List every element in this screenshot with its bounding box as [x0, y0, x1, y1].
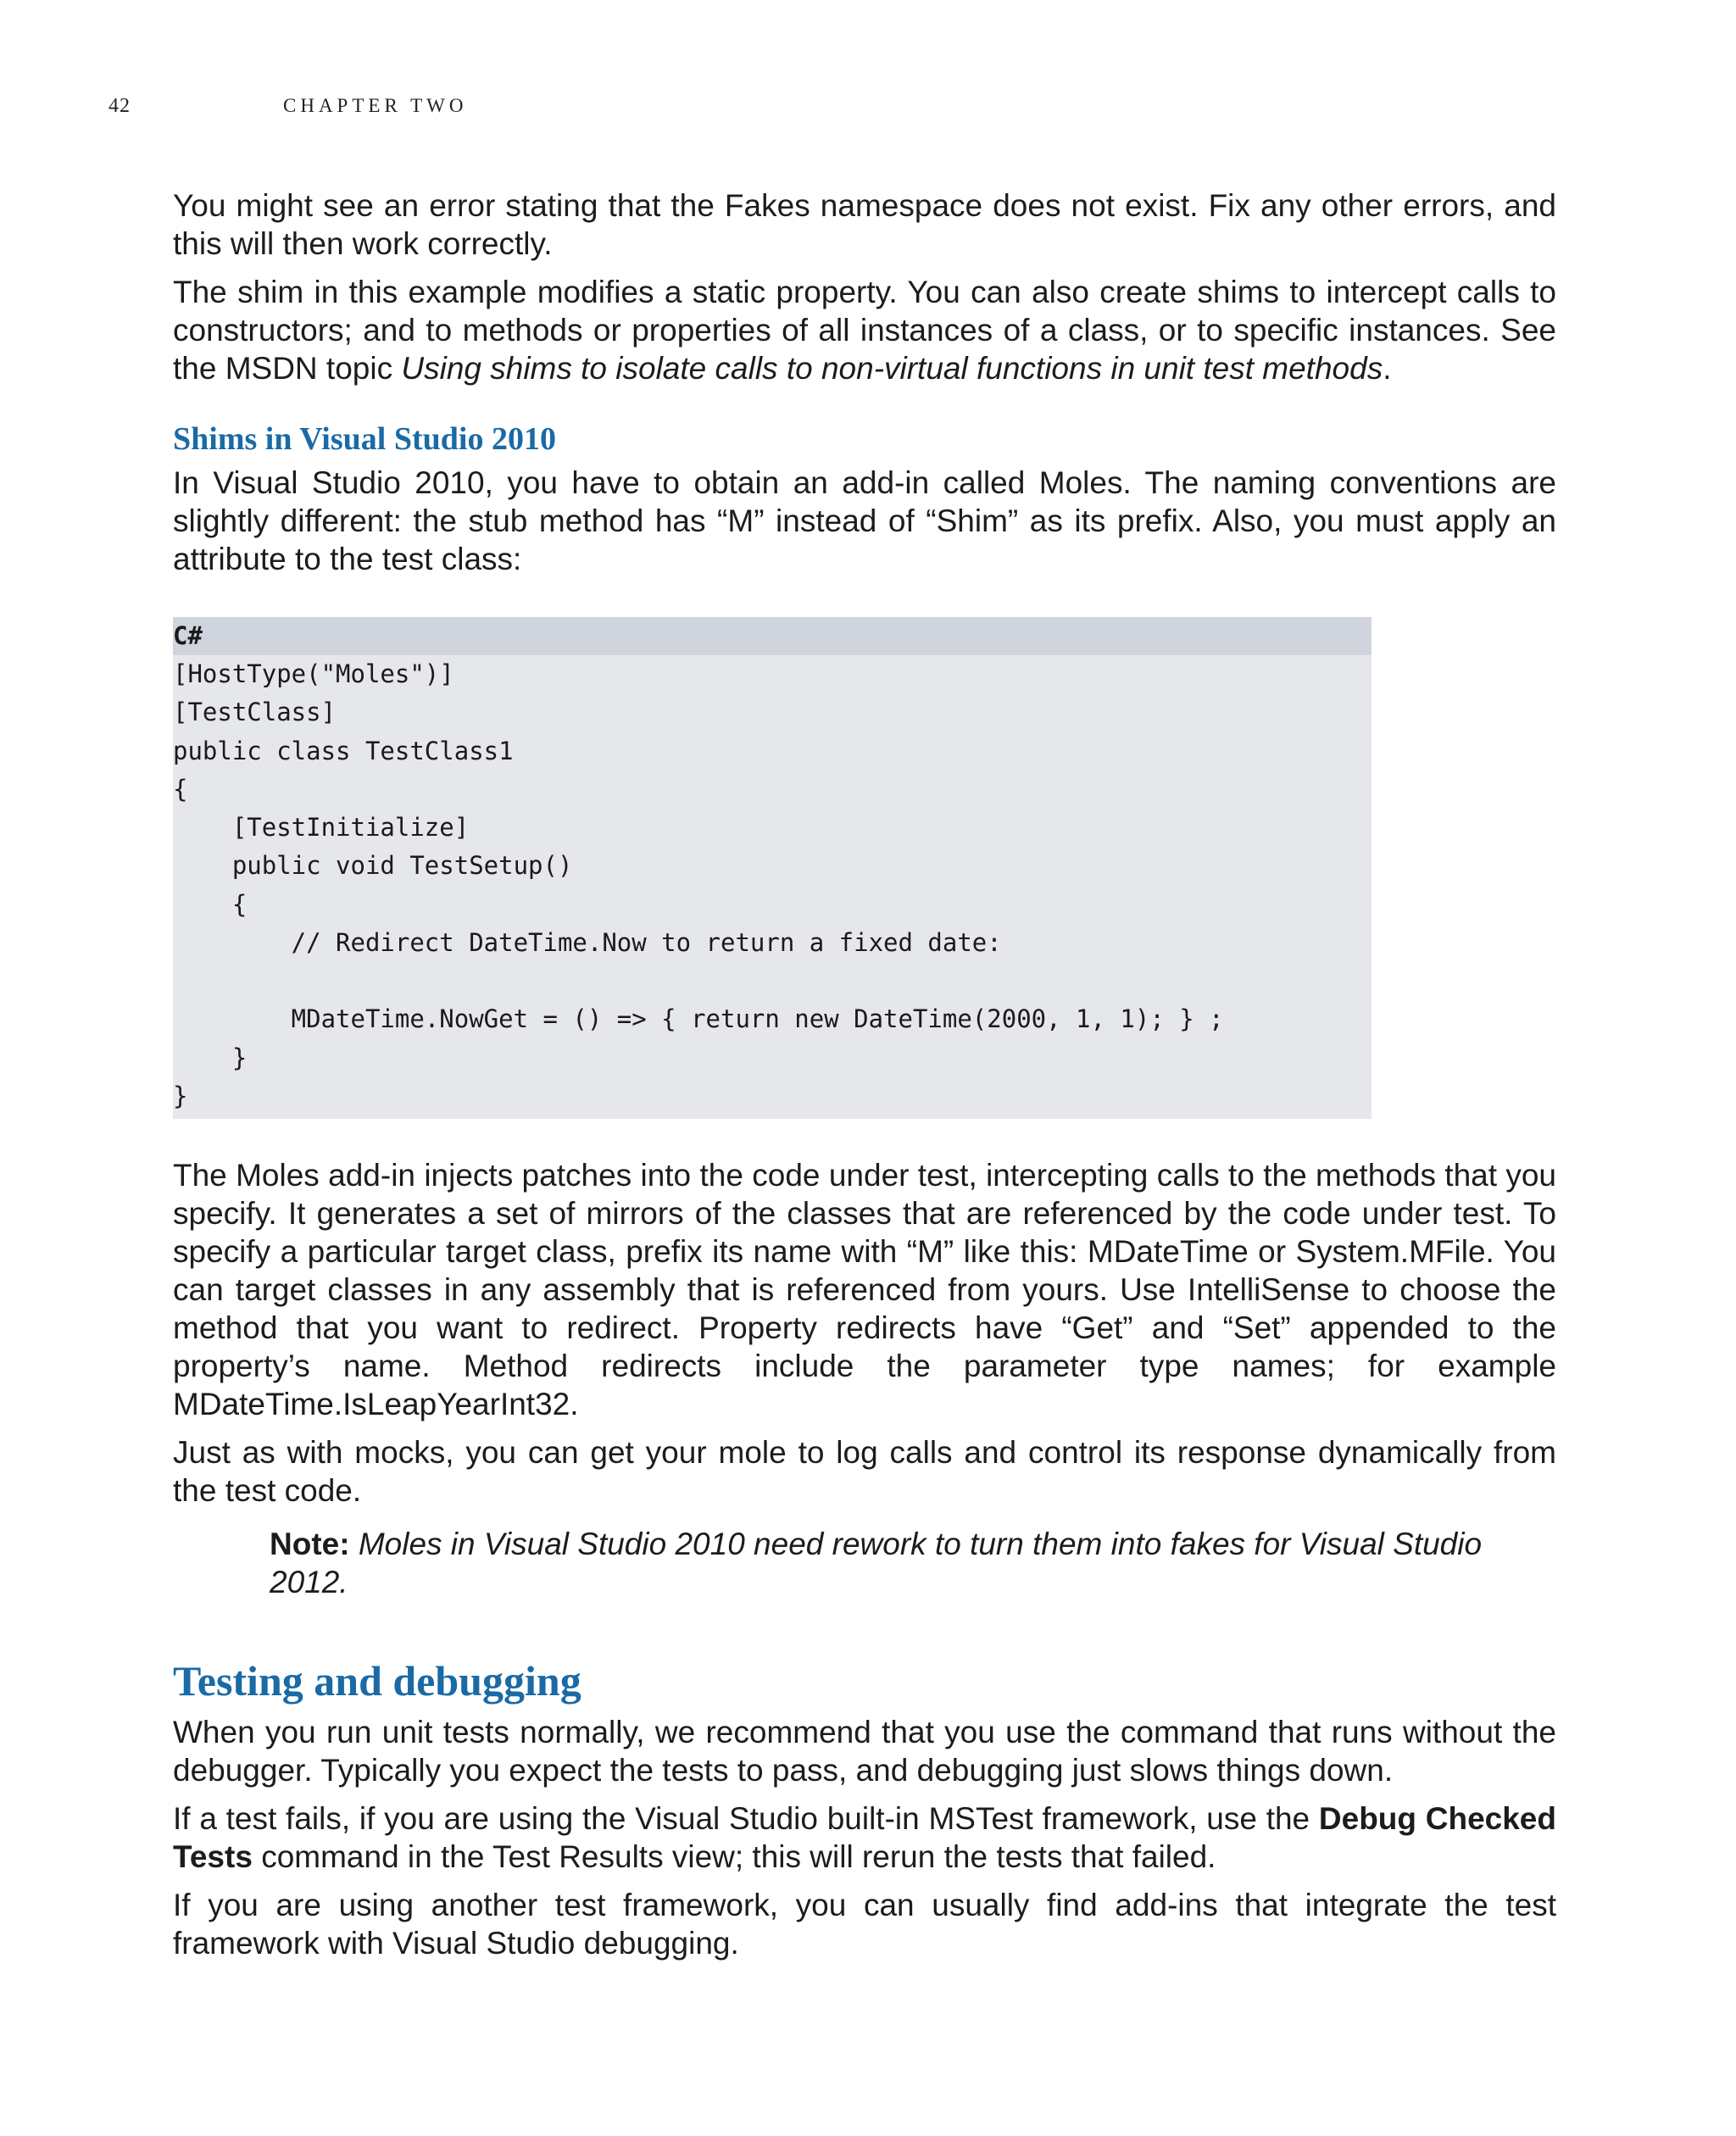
running-head: CHAPTER TWO — [283, 95, 468, 116]
code-line: } — [173, 1043, 248, 1072]
code-line: [TestClass] — [173, 698, 337, 727]
paragraph-test-fails-end: command in the Test Results view; this will rerun the tests that failed. — [252, 1839, 1216, 1875]
paragraph-other-framework: If you are using another test framework, you can usually find add-ins that integrate the test framework with Visual Studio debugging. — [173, 1888, 1556, 1961]
note-label: Note: — [270, 1527, 350, 1562]
paragraph-mole-logging: Just as with mocks, you can get your mole to log calls and control its response dynamically from the test code. — [173, 1435, 1556, 1509]
code-line: [HostType("Moles")] — [173, 659, 454, 688]
note — [270, 1525, 1556, 1601]
code-line: // Redirect DateTime.Now to return a fixed date: — [173, 928, 1002, 958]
code-line: { — [173, 889, 248, 919]
paragraph-shim-example-end: . — [1383, 351, 1392, 386]
page-number: 42 — [108, 95, 131, 117]
code-line: { — [173, 774, 188, 804]
code-line: } — [173, 1081, 188, 1110]
section-heading-shims-2010: Shims in Visual Studio 2010 — [173, 421, 556, 457]
paragraph-moles-addin: The Moles add-in injects patches into the code under test, intercepting calls to the methods that you specify. It generates a set of mirrors of the classes that are referenced by the code under test. To specify a particular target class, prefix its name with “M” like this: MDateTime or System.MFile. You can target classes in any assembly that is referenced from yours. Use IntelliSense to choose the method that you want to redirect. Property redirects have “Get” and “Set” appended to the property’s name. Method redirects include the parameter type names; for example MDateTime.IsLeapYearInt32. — [173, 1158, 1556, 1422]
paragraph-shim-example — [173, 273, 1556, 387]
paragraph-fakes-error: You might see an error stating that the Fakes namespace does not exist. Fix any other errors, and this will then work correctly. — [173, 188, 1556, 261]
msdn-topic-title: Using shims to isolate calls to non-virtual functions in unit test methods — [401, 351, 1383, 386]
code-line: public class TestClass1 — [173, 736, 514, 765]
code-language-label: C# — [173, 617, 1372, 655]
paragraph-test-fails-text: If a test fails, if you are using the Visual Studio built-in MSTest framework, use the — [173, 1801, 1319, 1837]
paragraph-moles-intro: In Visual Studio 2010, you have to obtain an add-in called Moles. The naming conventions are slightly different: the stub method has “M” instead of “Shim” as its prefix. Also, you must apply an attribute to the test class: — [173, 465, 1556, 576]
code-line: public void TestSetup() — [173, 851, 573, 881]
page-content — [173, 186, 1556, 1972]
code-line: [TestInitialize] — [173, 813, 470, 843]
paragraph-shim-example-text: The shim in this example modifies a static property. You can also create shims to intercept calls to constructors; and to methods or properties of all instances of a class, or to specific instances. See the MSDN topic — [173, 275, 1556, 386]
note-text: Moles in Visual Studio 2010 need rework to turn them into fakes for Visual Studio 2012. — [270, 1527, 1483, 1600]
section-heading-testing-debugging: Testing and debugging — [173, 1657, 581, 1705]
code-line: MDateTime.NowGet = () => { return new DateTime(2000, 1, 1); } ; — [173, 1004, 1224, 1034]
debug-checked-tests-command: Debug Checked Tests — [173, 1801, 1556, 1875]
paragraph-test-fails — [173, 1799, 1556, 1876]
code-block — [173, 617, 1372, 1119]
paragraph-run-tests: When you run unit tests normally, we recommend that you use the command that runs without the debugger. Typically you expect the tests to pass, and debugging just slows things down. — [173, 1715, 1556, 1788]
code-line — [173, 962, 1372, 1000]
